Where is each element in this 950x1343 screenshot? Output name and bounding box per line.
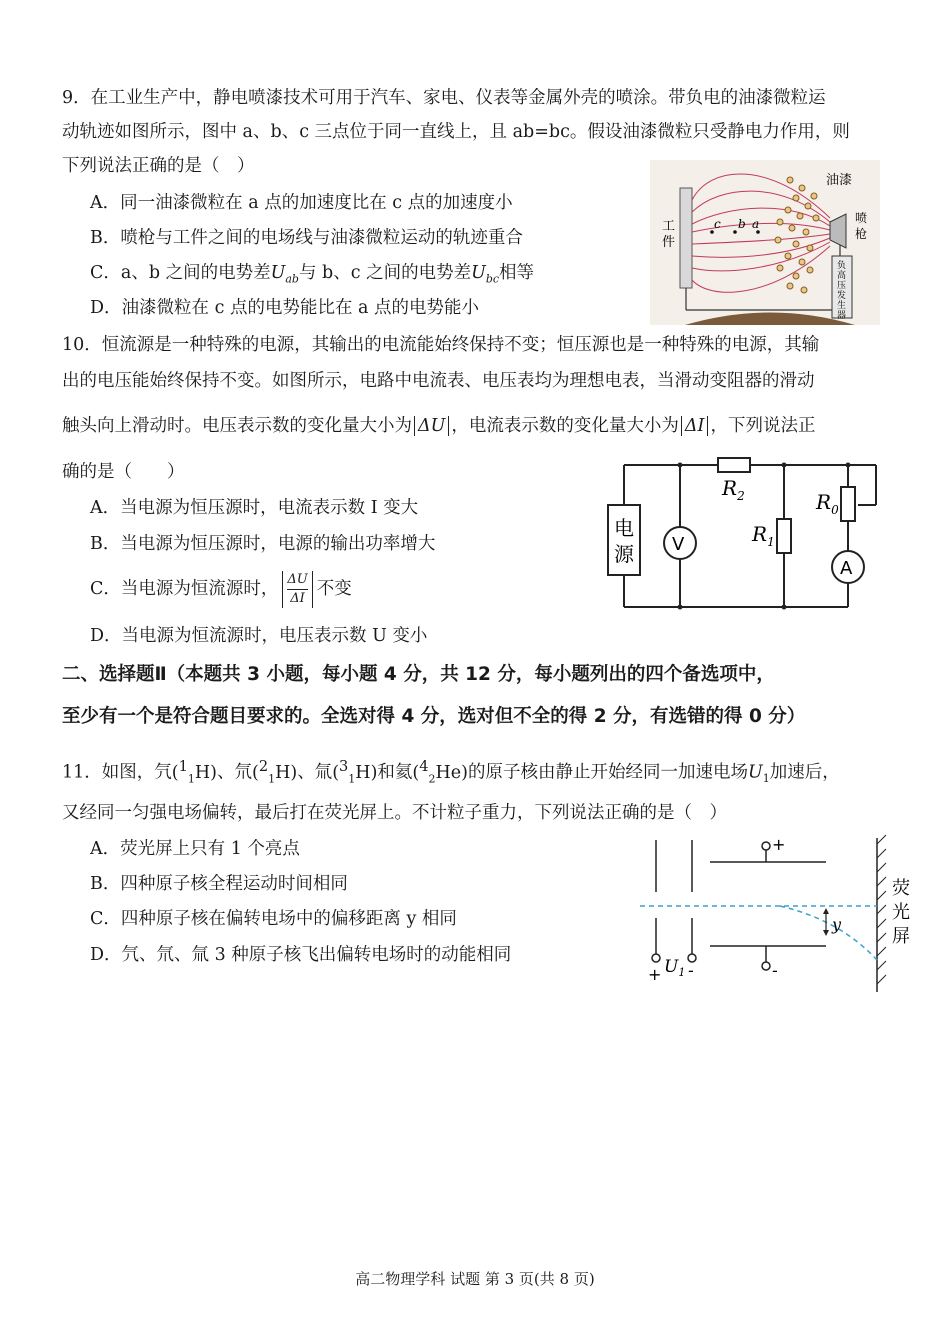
q9-stem-line3: 下列说法正确的是（ ） — [62, 156, 255, 176]
n1-z: 1 — [187, 772, 195, 786]
rheostat-r0 — [841, 487, 855, 521]
gen-char-2: 高 — [837, 271, 847, 281]
q10-option-a: A．当电源为恒压源时，电流表示数 I 变大 — [90, 498, 419, 518]
q9-stem-line2: 动轨迹如图所示，图中 a、b、c 三点位于同一直线上，且 ab=bc。假设油漆微粒只受静电力作用，则 — [62, 122, 850, 142]
q10-stem-line2: 出的电压能始终保持不变。如图所示，电路中电流表、电压表均为理想电表，当滑动变阻器的滑动 — [62, 371, 815, 391]
q10-stem-line1: 10．恒流源是一种特殊的电源，其输出的电流能始终保持不变；恒压源也是一种特殊的电源，其输 — [62, 335, 820, 355]
screen-char-3: 屏 — [892, 926, 910, 947]
resistor-r2 — [718, 458, 750, 472]
r2-label — [721, 476, 745, 503]
page-footer: 高二物理学科 试题 第 3 页(共 8 页) — [355, 1270, 595, 1288]
q10-delta-i: ΔI — [681, 416, 709, 436]
q9-option-a: A．同一油漆微粒在 a 点的加速度比在 c 点的加速度小 — [90, 193, 513, 213]
screen-hatching — [877, 835, 886, 984]
ammeter-label: A — [840, 558, 853, 579]
nuclide-3: ($^3_1$H) — [332, 758, 378, 786]
y-label: y — [832, 915, 842, 934]
q11-u-symbol: U — [747, 762, 763, 783]
q10-option-d: D．当电源为恒流源时，电压表示数 U 变小 — [90, 626, 428, 646]
workpiece — [680, 188, 692, 288]
source-char-2: 源 — [614, 542, 634, 566]
n3-mass: 3 — [339, 758, 349, 775]
q11-stem-line1 — [62, 752, 840, 794]
deflect-minus: - — [772, 961, 778, 980]
q11-option-c: C．四种原子核在偏转电场中的偏移距离 y 相同 — [90, 909, 457, 929]
q9-stem-line1: 9．在工业生产中，静电喷漆技术可用于汽车、家电、仪表等金属外壳的喷涂。带负电的油漆微粒运 — [62, 88, 826, 108]
u1-label — [664, 957, 685, 979]
gen-char-4: 发 — [837, 291, 847, 301]
u1-symbol: U — [664, 957, 679, 977]
q9-option-d: D．油漆微粒在 c 点的电势能比在 a 点的电势能小 — [90, 298, 480, 318]
section2-heading-line1: 二、选择题Ⅱ（本题共 3 小题，每小题 4 分，共 12 分，每小题列出的四个备选项中， — [62, 664, 775, 685]
q10-circuit-figure — [600, 455, 885, 620]
q9-option-c-pre: C．a、b 之间的电势差 — [90, 263, 271, 283]
gen-char-5: 生 — [837, 301, 847, 311]
q9-uab-symbol: U — [270, 263, 286, 283]
q10-option-c-post: 不变 — [316, 579, 352, 599]
q9-ubc-sub: bc — [485, 272, 500, 286]
q10-delta-u: ΔU — [414, 416, 449, 436]
deflected-path — [780, 906, 877, 960]
q10-line3-mid: ，电流表示数的变化量大小为 — [451, 416, 679, 436]
q9-option-c-post: 相等 — [499, 263, 535, 283]
n4-z: 2 — [428, 772, 436, 786]
q11-option-a: A．荧光屏上只有 1 个亮点 — [90, 839, 300, 859]
n4-el: He — [435, 762, 462, 783]
q10-line3-pre: 触头向上滑动时。电压表示数的变化量大小为 — [62, 416, 412, 436]
r0-sub: 0 — [831, 503, 839, 517]
q9-ubc-symbol: U — [471, 263, 486, 283]
screen-char-1: 荧 — [892, 878, 910, 899]
q11-deflection-figure — [640, 830, 925, 1000]
point-b-label: b — [738, 217, 746, 231]
q11-stem-line2: 又经同一匀强电场偏转，最后打在荧光屏上。不计粒子重力，下列说法正确的是（ ） — [62, 803, 727, 823]
r1-sub: 1 — [767, 535, 775, 549]
n2-mass: 2 — [258, 758, 269, 775]
n1-el: H — [194, 762, 211, 783]
q9-option-b: B．喷枪与工件之间的电场线与油漆微粒运动的轨迹重合 — [90, 228, 523, 248]
q11-post2: 加速后， — [769, 762, 840, 783]
deflect-plus: + — [772, 835, 786, 854]
q10-line3-post: ，下列说法正 — [710, 416, 816, 436]
nuclide-1: ($^1_1$H) — [171, 758, 217, 786]
q11-post: 的原子核由静止开始经同一加速电场 — [467, 762, 748, 783]
n3-el: H — [355, 762, 371, 783]
q10-stem-line3 — [62, 414, 815, 438]
n2-el: H — [275, 762, 291, 783]
section2-heading-line2: 至少有一个是符合题目要求的。全选对得 4 分，选对但不全的得 2 分，有选错的得 0 分） — [62, 706, 806, 727]
u1-sub: 1 — [678, 966, 686, 979]
q10-stem-line4: 确的是（ ） — [62, 462, 185, 482]
q10-frac-top: ΔU — [287, 571, 307, 590]
workpiece-label-1: 工 — [662, 219, 676, 234]
q10-option-c — [90, 569, 352, 609]
r0-label — [815, 490, 839, 517]
source-char-1: 电 — [614, 516, 634, 540]
q10-frac-bottom: ΔI — [290, 591, 305, 606]
r2-symbol: R — [722, 476, 738, 500]
gun-label-2: 枪 — [855, 227, 868, 241]
gen-char-6: 器 — [837, 311, 847, 321]
gun-label-1: 喷 — [855, 211, 868, 225]
q9-option-c-mid: 与 b、c 之间的电势差 — [298, 263, 472, 283]
gen-char-3: 压 — [837, 281, 847, 291]
nuclide-4: ($^4_2$He) — [412, 758, 468, 786]
q11-sep3: 和氦 — [377, 762, 413, 783]
q10-option-b: B．当电源为恒压源时，电源的输出功率增大 — [90, 534, 436, 554]
r1-symbol: R — [752, 522, 768, 546]
accel-plus: + — [648, 965, 662, 984]
q9-option-c — [90, 261, 534, 292]
q11-sep2: 、氚 — [297, 762, 333, 783]
q9-spray-figure — [650, 160, 880, 325]
q10-fraction — [282, 571, 312, 608]
q11-option-d: D．氕、氘、氚 3 种原子核飞出偏转电场时的动能相同 — [90, 945, 512, 965]
n4-mass: 4 — [419, 758, 429, 775]
point-a-label: a — [752, 217, 760, 231]
point-c-label: c — [714, 217, 721, 231]
q11-u-sub: 1 — [762, 772, 770, 786]
r1-label — [751, 522, 775, 549]
q10-option-c-pre: C．当电源为恒流源时， — [90, 579, 279, 599]
workpiece-label-2: 件 — [662, 235, 676, 250]
oil-label: 油漆 — [826, 173, 853, 188]
n2-z: 1 — [268, 772, 276, 786]
q11-option-b: B．四种原子核全程运动时间相同 — [90, 874, 348, 894]
nuclide-2: ($^2_1$H) — [251, 758, 298, 786]
resistor-r1 — [777, 519, 791, 553]
r2-sub: 2 — [737, 489, 745, 503]
n3-z: 1 — [348, 772, 356, 786]
gen-char-1: 负 — [837, 261, 847, 271]
voltmeter-label: V — [672, 534, 685, 555]
r0-symbol: R — [816, 490, 832, 514]
q11-pre: 11．如图，氕 — [62, 762, 172, 783]
q9-uab-sub: ab — [285, 272, 299, 286]
q11-sep1: 、氘 — [216, 762, 252, 783]
n1-mass: 1 — [178, 758, 188, 775]
screen-char-2: 光 — [892, 902, 910, 923]
accel-minus: - — [688, 961, 694, 980]
